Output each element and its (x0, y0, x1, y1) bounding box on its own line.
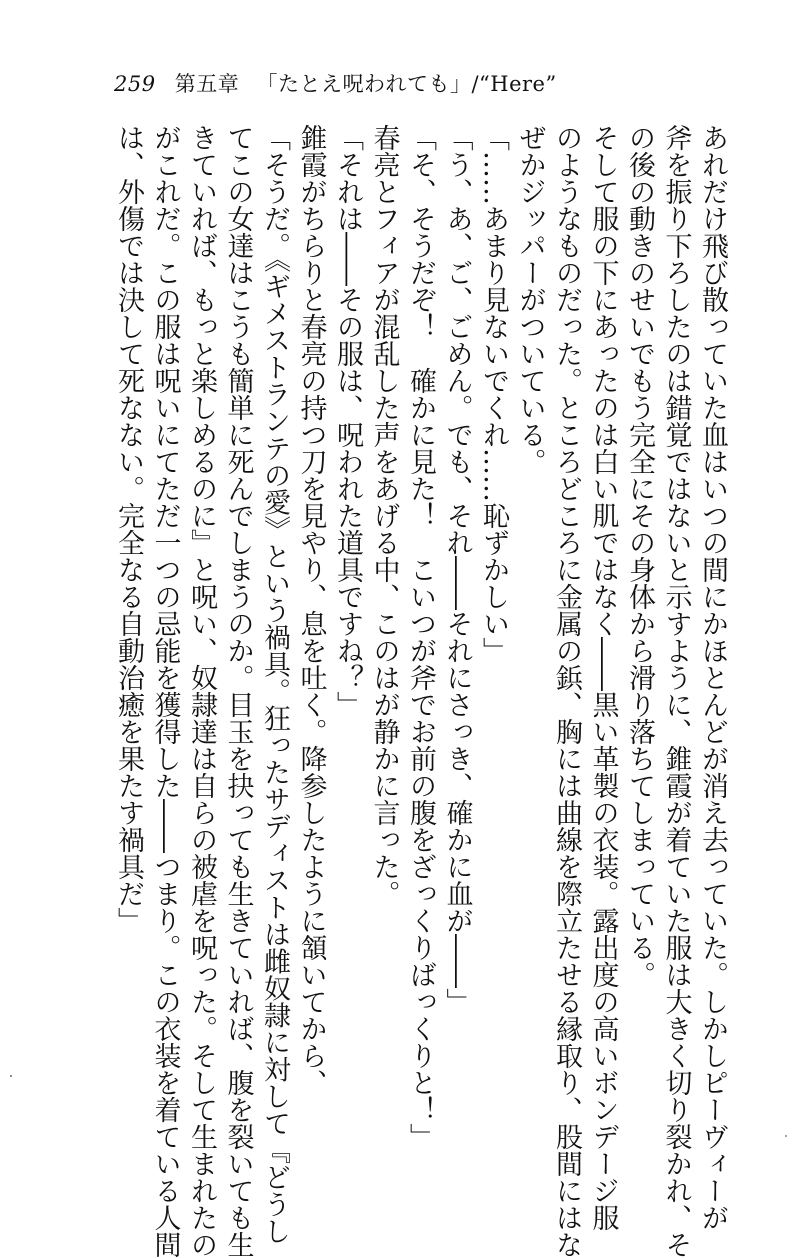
text-line: の後の動きのせいでもう完全にその身体から滑り落ちてしまっている。 (624, 124, 655, 988)
text-line: あれだけ飛び散っていた血はいつの間にかほとんどが消え去っていた。しかしピーヴィーが (697, 124, 728, 1231)
text-line: てこの女達はこうも簡単に死んでしまうのか。目玉を抉っても生きていれば、腹を裂いても生 (222, 124, 254, 1258)
text-line: そして服の下にあったのは白い肌ではなく――黒い革製の衣装。露出度の高いボンデージ服 (587, 124, 619, 1231)
running-header (114, 70, 557, 98)
text-line: 「それは――その服は、呪われた道具ですね？」 (332, 124, 363, 718)
text-line: 春亮とフィアが混乱した声をあげる中、このはが静かに言った。 (368, 124, 400, 907)
text-line: 斧を振り下ろしたのは錯覚ではないと示すように、錐霞が着ていた服は大きく切り裂かれ、そ (660, 124, 692, 1258)
text-line: 錐霞がちらりと春亮の持つ刀を見やり、息を吐く。降参したように頷いてから、 (295, 124, 327, 1096)
text-line: 「そうだ。《ギメストランテの愛》という禍具。狂ったサディストは雌奴隷に対して『どうし (259, 124, 290, 1245)
text-line: 「……あまり見ないでくれ……恥ずかしい」 (478, 124, 509, 664)
page-number: 259 (114, 72, 156, 96)
text-line: は、外傷では決して死なない。完全なる自動治癒を果たす禍具だ」 (113, 124, 144, 934)
text-line: のようなものだった。ところどころに金属の鋲、胸には曲線を際立たせる縁取り、股間にはな (551, 124, 582, 1258)
text-line: 「そ、そうだぞ！ 確かに見た！ こいつが斧でお前の腹をざっくりばっくりと！」 (405, 124, 436, 1150)
text-line: きていれば、もっと楽しめるのに』と呪い、奴隷達は自らの被虐を呪った。そして生まれたの (186, 124, 217, 1258)
chapter-label: 第五章 (174, 72, 240, 96)
scan-speck (785, 1135, 787, 1137)
text-line: ぜかジッパーがついている。 (514, 124, 546, 475)
text-line: がこれだ。この服は呪いにてただ一つの忌能を獲得した――つまり。この衣装を着ている人間 (149, 124, 181, 1258)
vertical-body-text (110, 124, 731, 1258)
text-line: 「う、あ、ご、ごめん。でも、それ――それにさっき、確かに血が――」 (441, 124, 473, 1015)
scan-speck (10, 1075, 12, 1077)
chapter-title: 「たとえ呪われても」/“Here” (256, 72, 557, 96)
